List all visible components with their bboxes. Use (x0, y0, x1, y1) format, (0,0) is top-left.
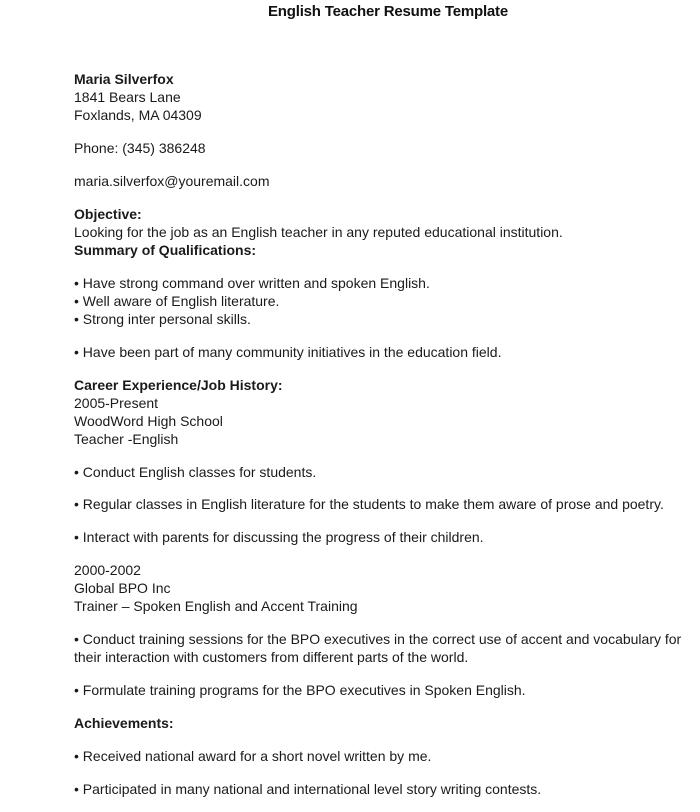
experience-heading: Career Experience/Job History: (74, 377, 283, 393)
email: maria.silverfox@youremail.com (74, 173, 270, 189)
candidate-name: Maria Silverfox (74, 71, 174, 87)
job-duty: • Formulate training programs for the BPO executives in Spoken English. (74, 682, 526, 698)
address-line-1: 1841 Bears Lane (74, 89, 181, 105)
job-role: Trainer – Spoken English and Accent Training (74, 598, 358, 614)
qualifications-heading: Summary of Qualifications: (74, 242, 257, 258)
objective-text: Looking for the job as an English teacher in any reputed educational institution. (74, 224, 563, 240)
qualification-item: • Have been part of many community initiatives in the education field. (74, 344, 502, 360)
job-duty: • Interact with parents for discussing the progress of their children. (74, 529, 484, 545)
qualification-item: • Have strong command over written and spoken English. (74, 275, 430, 291)
phone: Phone: (345) 386248 (74, 140, 206, 156)
job-period: 2000-2002 (74, 562, 141, 578)
qualification-item: • Strong inter personal skills. (74, 311, 251, 327)
achievement-item: • Participated in many national and international level story writing contests. (74, 781, 542, 797)
qualification-item: • Well aware of English literature. (74, 293, 280, 309)
job-duty: • Conduct training sessions for the BPO executives in the correct use of accent and vocabulary for their interaction with customers from different parts of the world. (74, 631, 682, 665)
job-period: 2005-Present (74, 395, 159, 411)
achievement-item: • Received national award for a short novel written by me. (74, 748, 432, 764)
address-line-2: Foxlands, MA 04309 (74, 107, 202, 123)
job-duty: • Conduct English classes for students. (74, 464, 317, 480)
job-role: Teacher -English (74, 431, 179, 447)
page-title: English Teacher Resume Template (268, 3, 508, 20)
objective-heading: Objective: (74, 206, 142, 222)
job-company: WoodWord High School (74, 413, 223, 429)
job-duty: • Regular classes in English literature for the students to make them aware of prose and poetry. (74, 496, 664, 512)
achievements-heading: Achievements: (74, 715, 174, 731)
job-company: Global BPO Inc (74, 580, 171, 596)
